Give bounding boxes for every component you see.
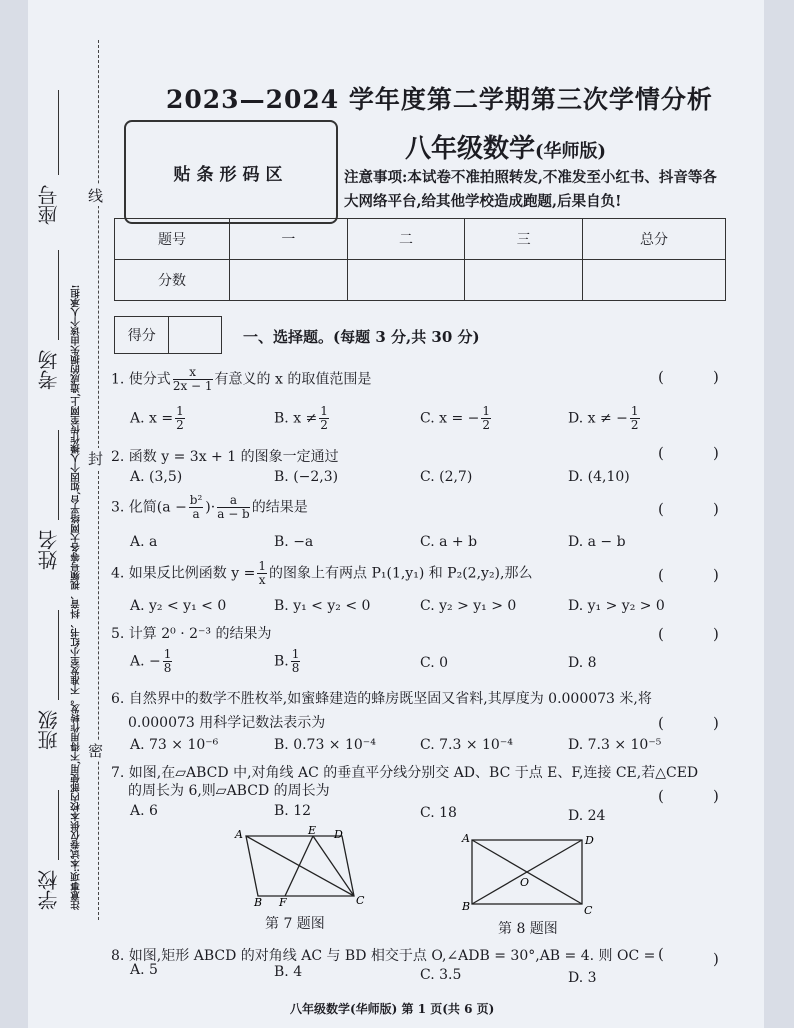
answer-bracket-close: ) (713, 714, 719, 732)
answer-bracket-open: ( (658, 500, 664, 518)
q6-option-b[interactable]: B. 0.73 × 10⁻⁴ (274, 737, 376, 753)
exam-title: 2023—2024 学年度第二学期第三次学情分析 (166, 85, 713, 114)
score-table-col-1: 一 (230, 219, 348, 260)
score-table-col-3: 三 (465, 219, 583, 260)
q5-option-a[interactable]: A. − $\frac{1}{8}$ (130, 647, 172, 675)
q8-option-b[interactable]: B. 4 (274, 964, 303, 980)
answer-bracket-open: ( (658, 625, 664, 643)
q1-option-a[interactable]: A. x = $\frac{1}{2}$ (130, 404, 184, 432)
figure-7-parallelogram (230, 826, 370, 906)
name-line (58, 430, 59, 520)
answer-bracket-open: ( (658, 368, 664, 386)
side-label-school: 学校 (37, 870, 61, 910)
question-2: 2. 函数 y = 3x + 1 的图象一定通过 (111, 449, 339, 465)
q2-option-a[interactable]: A. (3,5) (130, 469, 183, 485)
q7-option-c[interactable]: C. 18 (420, 805, 457, 821)
q1-option-c[interactable]: C. x = − $\frac{1}{2}$ (420, 404, 491, 432)
score-table-score-label: 分数 (115, 260, 230, 301)
side-label-seat: 座号 (37, 185, 61, 225)
question-1: 1. 使分式 $\frac{x}{2x - 1}$ 有意义的 x 的取值范围是 (111, 365, 372, 393)
point-label-d: D (585, 834, 594, 847)
question-7-line-1: 7. 如图,在▱ABCD 中,对角线 AC 的垂直平分线分别交 AD、BC 于点 E、F,连接 CE,若△CED (111, 765, 699, 781)
q7-option-a[interactable]: A. 6 (130, 803, 158, 819)
binding-dashed-line (98, 40, 99, 920)
score-cell[interactable] (583, 260, 726, 301)
side-label-class: 班级 (37, 710, 61, 750)
answer-bracket-open: ( (658, 714, 664, 732)
answer-bracket-close: ) (713, 566, 719, 584)
answer-bracket-close: ) (713, 368, 719, 386)
point-label-a: A (235, 828, 243, 841)
question-6-line-1: 6. 自然界中的数学不胜枚举,如蜜蜂建造的蜂房既坚固又省料,其厚度为 0.000073 米,将 (111, 691, 652, 707)
q6-option-c[interactable]: C. 7.3 × 10⁻⁴ (420, 737, 513, 753)
q3-option-d[interactable]: D. a − b (568, 534, 626, 550)
room-line (58, 250, 59, 340)
score-cell[interactable] (347, 260, 465, 301)
page-footer: 八年级数学(华师版) 第 1 页(共 6 页) (290, 1002, 495, 1016)
barcode-area (124, 120, 338, 224)
point-label-f: F (279, 896, 287, 906)
subject-title (405, 128, 606, 165)
point-label-c: C (356, 894, 365, 906)
subject-name: 八年级数学 (405, 134, 536, 164)
point-label-o: O (520, 876, 530, 889)
point-label-b: B (462, 900, 471, 913)
seat-line (58, 90, 59, 175)
question-7-line-2: 的周长为 6,则▱ABCD 的周长为 (128, 783, 330, 799)
score-cell[interactable] (230, 260, 348, 301)
question-4: 4. 如果反比例函数 y = $\frac{1}{x}$ 的图象上有两点 P₁(1,y₁) 和 P₂(2,y₂),那么 (111, 559, 533, 587)
class-line (58, 610, 59, 700)
point-label-d: D (334, 828, 343, 841)
q1-option-b[interactable]: B. x ≠ $\frac{1}{2}$ (274, 404, 328, 432)
q2-option-c[interactable]: C. (2,7) (420, 469, 473, 485)
section-score-label: 得分 (115, 317, 169, 353)
q4-option-d[interactable]: D. y₁ > y₂ > 0 (568, 598, 665, 614)
section-title: 一、选择题。(每题 3 分,共 30 分) (243, 328, 480, 346)
section-score-box (114, 316, 222, 354)
q3-option-b[interactable]: B. −a (274, 534, 314, 550)
binding-mi: 密 (88, 742, 104, 760)
answer-bracket-open: ( (658, 787, 664, 805)
side-label-room: 考场 (37, 350, 61, 390)
answer-bracket-open: ( (658, 566, 664, 584)
answer-bracket-close: ) (713, 444, 719, 462)
school-line (58, 790, 59, 860)
binding-xian: 线 (88, 187, 104, 205)
q7-option-b[interactable]: B. 12 (274, 803, 312, 819)
side-warning-text: 注意事项:本试卷仅供本校内部使用,不得用作转发。不准发至小红书、抖音、视频号等各大网络平台,如因个人操作传至网上,造成的损失由该个人承担! (71, 284, 82, 910)
score-table-header-label: 题号 (115, 219, 230, 260)
q5-option-d[interactable]: D. 8 (568, 655, 597, 671)
figure-8-caption: 第 8 题图 (498, 921, 558, 937)
q4-option-c[interactable]: C. y₂ > y₁ > 0 (420, 598, 517, 614)
answer-bracket-open: ( (658, 444, 664, 462)
score-cell[interactable] (465, 260, 583, 301)
score-table-col-total: 总分 (583, 219, 726, 260)
q5-option-c[interactable]: C. 0 (420, 655, 449, 671)
q7-option-d[interactable]: D. 24 (568, 808, 606, 824)
q8-option-d[interactable]: D. 3 (568, 970, 597, 986)
line-ef (285, 836, 313, 896)
question-6-line-2: 0.000073 用科学记数法表示为 (128, 715, 326, 731)
point-label-a: A (462, 832, 470, 845)
point-label-c: C (584, 904, 593, 915)
figure-8-rectangle (458, 830, 598, 915)
q6-option-a[interactable]: A. 73 × 10⁻⁶ (130, 737, 219, 753)
answer-bracket-close: ) (713, 787, 719, 805)
q3-option-a[interactable]: A. a (130, 534, 158, 550)
q8-option-c[interactable]: C. 3.5 (420, 967, 462, 983)
answer-bracket-open: ( (658, 945, 664, 963)
question-8: 8. 如图,矩形 ABCD 的对角线 AC 与 BD 相交于点 O,∠ADB = 30°,AB = 4. 则 OC = (111, 948, 656, 964)
q8-option-a[interactable]: A. 5 (130, 962, 158, 978)
barcode-label: 贴条形码区 (173, 164, 289, 185)
answer-bracket-close: ) (713, 625, 719, 643)
q6-option-d[interactable]: D. 7.3 × 10⁻⁵ (568, 737, 662, 753)
binding-feng: 封 (88, 450, 104, 468)
point-label-b: B (254, 896, 263, 906)
question-3: 3. 化简(a − $\frac{\text{b²}}{a}$ )· $\frac{a}{a - b}$ 的结果是 (111, 493, 308, 521)
side-label-name: 姓名 (37, 530, 61, 570)
figure-7-caption: 第 7 题图 (265, 916, 325, 932)
answer-bracket-close: ) (713, 500, 719, 518)
point-label-e: E (308, 826, 317, 837)
section-score-cell[interactable] (169, 317, 221, 353)
q2-option-b[interactable]: B. (−2,3) (274, 469, 339, 485)
fraction: $\frac{x}{2x - 1}$ (172, 365, 213, 393)
q2-option-d[interactable]: D. (4,10) (568, 469, 630, 485)
answer-bracket-close: ) (713, 950, 719, 968)
score-table-col-2: 二 (347, 219, 465, 260)
question-5: 5. 计算 2⁰ · 2⁻³ 的结果为 (111, 626, 272, 642)
q4-option-a[interactable]: A. y₂ < y₁ < 0 (130, 598, 227, 614)
subject-edition: (华师版) (535, 141, 607, 162)
notice-text: 注意事项:本试卷不准拍照转发,不准发至小红书、抖音等各大网络平台,给其他学校造成跑题,后果自负! (344, 169, 717, 210)
q3-option-c[interactable]: C. a + b (420, 534, 478, 550)
diagonal-ac (246, 836, 354, 896)
q4-option-b[interactable]: B. y₁ < y₂ < 0 (274, 598, 371, 614)
score-table (114, 218, 726, 301)
q5-option-b[interactable]: B. $\frac{1}{8}$ (274, 647, 300, 675)
q1-option-d[interactable]: D. x ≠ − $\frac{1}{2}$ (568, 404, 639, 432)
